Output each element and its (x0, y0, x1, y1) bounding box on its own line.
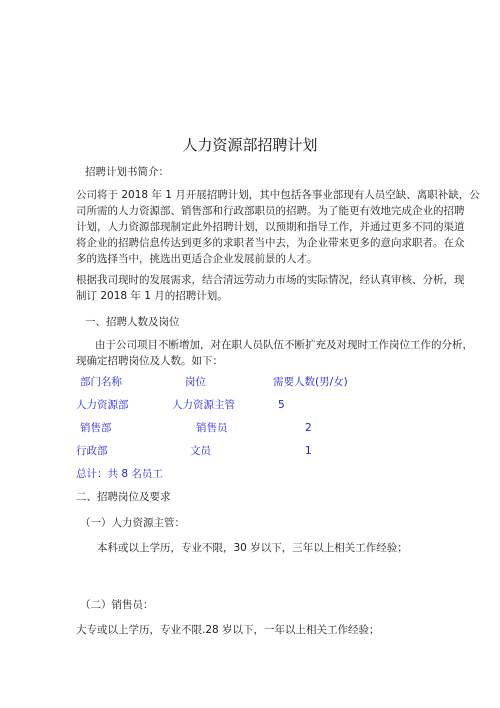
para1-line-2: 司所需的人力资源部、销售部和行政部职员的招聘。为了能更有效地完成企业的招聘 (76, 205, 465, 217)
section2-heading: 二、招聘岗位及要求 (76, 491, 171, 503)
table-row-3-count: 1 (305, 445, 312, 457)
section1-heading: 一、招聘人数及岗位 (85, 316, 180, 328)
sub1-body: 本科或以上学历，专业不限，30 岁以下，三年以上相关工作经验； (97, 542, 408, 554)
table-row-2-position: 销售员 (196, 422, 228, 434)
section1-body-line-1: 由于公司项目不断增加，对在职人员队伍不断扩充及对现时工作岗位工作的分析， (95, 339, 473, 351)
para2-line-1: 根据我司现时的发展需求，结合清远劳动力市场的实际情况，经认真审核、分析，现 (76, 274, 465, 286)
document-title: 人力资源部招聘计划 (182, 136, 318, 154)
section1-body-line-2: 现确定招聘岗位及人数。如下： (76, 355, 223, 367)
table-total: 总计：共 8 名员工 (76, 468, 163, 480)
table-header-count: 需要人数(男/女) (273, 376, 348, 388)
table-header-position: 岗位 (185, 376, 206, 388)
table-row-1-dept: 人力资源部 (76, 399, 129, 411)
intro-heading: 招聘计划书简介： (85, 166, 169, 178)
sub2-heading: （二）销售员： (80, 599, 154, 611)
para2-line-2: 制订 2018 年 1 月的招聘计划。 (76, 290, 228, 302)
para1-line-4: 将企业的招聘信息传达到更多的求职者当中去，为企业带来更多的意向求职者。在众 (76, 237, 465, 249)
sub1-heading: （一）人力资源主管： (80, 517, 185, 529)
para1-line-5: 多的选择当中，挑选出更适合企业发展前景的人才。 (76, 253, 318, 265)
table-row-2-count: 2 (305, 422, 312, 434)
table-row-2-dept: 销售部 (80, 422, 112, 434)
para1-line-1: 公司将于 2018 年 1 月开展招聘计划，其中包括各事业部现有人员空缺、离职补缺，公 (76, 189, 480, 201)
table-row-3-dept: 行政部 (76, 445, 108, 457)
table-row-1-count: 5 (278, 399, 285, 411)
table-header-dept: 部门名称 (80, 376, 122, 388)
table-row-3-position: 文员 (190, 445, 211, 457)
para1-line-3: 计划，人力资源部现制定此外招聘计划，以预期和指导工作，并通过更多不同的渠道 (76, 221, 465, 233)
table-row-1-position: 人力资源主管 (172, 399, 235, 411)
sub2-body: 大专或以上学历，专业不限.28 岁以下，一年以上相关工作经验； (76, 624, 380, 636)
